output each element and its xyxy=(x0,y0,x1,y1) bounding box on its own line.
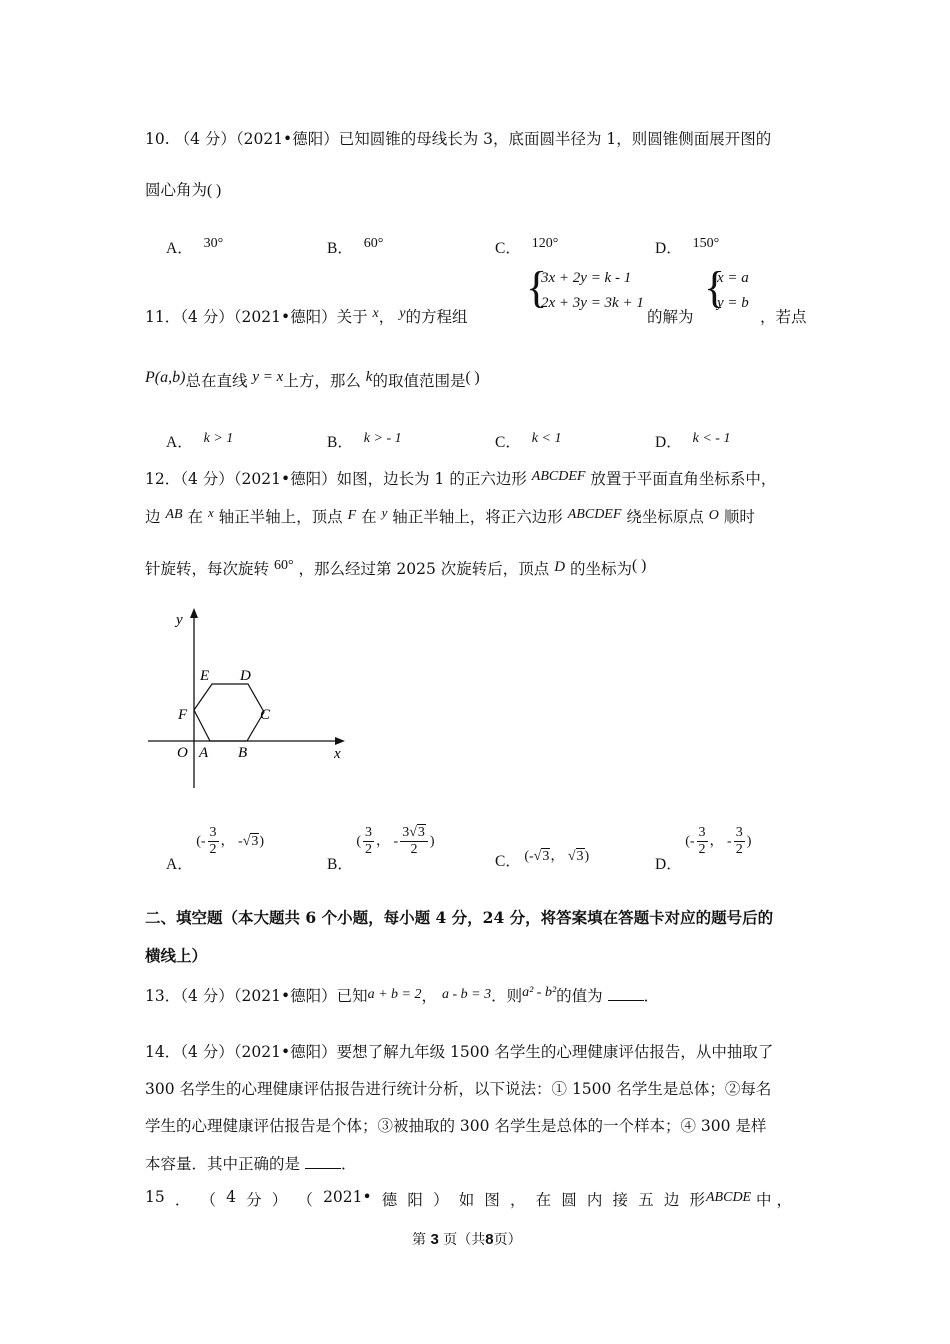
text: 本容量．其中正确的是 xyxy=(145,1155,301,1173)
option-letter: C． xyxy=(495,434,521,451)
q15-char: ） xyxy=(433,1191,449,1209)
q11-line1-start xyxy=(145,305,467,327)
q15-char: 4 xyxy=(226,1188,237,1206)
current-page-number: 3 xyxy=(430,1231,439,1248)
radicand: 3 xyxy=(576,849,584,864)
q11-prefix: 11．（4 分）（2021•德阳）关于 xyxy=(145,308,368,326)
label-a: A xyxy=(199,745,209,761)
option-letter: D． xyxy=(655,855,682,873)
paren-close: ) xyxy=(429,833,435,849)
point-d: D xyxy=(554,559,566,575)
page-footer xyxy=(412,1229,522,1249)
text: 总在直线 xyxy=(185,372,248,390)
label-e: E xyxy=(200,668,210,684)
q10-line1: 10. （4 分）（2021•德阳）已知圆锥的母线长为 3，底面圆半径为 1，则圆锥侧面展开图的 xyxy=(145,130,772,148)
q12-line2 xyxy=(145,505,755,527)
q12-option-a[interactable] xyxy=(166,825,265,873)
option-letter: B． xyxy=(327,434,353,451)
var-y: y xyxy=(399,306,406,321)
option-letter: D． xyxy=(655,240,682,257)
q11-line2 xyxy=(145,369,480,391)
fraction xyxy=(697,825,708,858)
q15-char: 阳 xyxy=(407,1191,423,1209)
option-letter: C． xyxy=(495,853,521,870)
option-letter: A． xyxy=(166,434,193,451)
text: 中 ， xyxy=(756,1191,792,1209)
q15-char: ， xyxy=(509,1191,526,1209)
denominator: 2 xyxy=(698,842,706,858)
pentagon-name: ABCDE xyxy=(706,1190,752,1205)
q11-text-sol: 的解为 xyxy=(647,308,694,326)
option-letter: A． xyxy=(166,240,193,257)
q15-char: 如 xyxy=(458,1191,475,1209)
option-value: k > 1 xyxy=(203,431,234,446)
q10-answer-paren: ( ) xyxy=(207,182,222,199)
q15-char: 2021• xyxy=(323,1188,372,1206)
text: ．则 xyxy=(491,987,523,1005)
text: 顺时 xyxy=(723,508,755,526)
point-p: P(a,b) xyxy=(145,369,186,386)
text: 在 xyxy=(361,508,377,526)
q11-option-b[interactable] xyxy=(327,430,402,452)
option-letter: D． xyxy=(655,434,682,451)
paren-open: (- xyxy=(524,849,534,864)
option-value: 30° xyxy=(203,236,224,251)
line-eq: y = x xyxy=(252,369,284,385)
text: 的取值范围是 xyxy=(372,372,466,390)
q12-option-c[interactable] xyxy=(495,825,590,870)
period: ． xyxy=(340,1155,357,1173)
text: 轴正半轴上，将正六边形 xyxy=(392,508,563,526)
paren-close: ) xyxy=(584,849,590,864)
denominator: 2 xyxy=(209,842,217,858)
q11-option-a[interactable] xyxy=(166,430,233,452)
radicand: 3 xyxy=(251,833,259,849)
system2-eq1: x = a xyxy=(717,270,749,286)
axis-y: y xyxy=(381,505,388,520)
sqrt: √3 xyxy=(409,825,425,840)
option-c-expr xyxy=(524,849,589,864)
x-axis-arrow xyxy=(335,737,345,745)
q10-option-d[interactable] xyxy=(655,236,719,258)
total-page-number: 8 xyxy=(485,1231,494,1248)
section2-heading-line2: 横线上） xyxy=(145,946,208,965)
sqrt: √3 xyxy=(533,849,550,864)
q15-char: 图 xyxy=(484,1191,500,1209)
denominator: 2 xyxy=(365,842,373,858)
text: 上方，那么 xyxy=(283,372,361,390)
q15-char: ） xyxy=(271,1191,288,1209)
fraction xyxy=(208,825,219,858)
q14-line3: 学生的心理健康评估报告是个体；③被抽取的 300 名学生是总体的一个样本；④ 300 是样 xyxy=(145,1117,767,1135)
text: 的坐标为 xyxy=(570,560,633,578)
q12-answer-paren: ( ) xyxy=(632,557,647,574)
hexagon-name: ABCDEF xyxy=(567,507,622,522)
text: 针旋转，每次旋转 xyxy=(145,560,270,578)
q11-answer-paren: ( ) xyxy=(465,369,480,386)
q10-option-c[interactable] xyxy=(495,236,558,258)
q10-stem-end: 圆心角为 xyxy=(145,181,208,199)
option-value: 120° xyxy=(531,236,559,251)
label-b: B xyxy=(238,745,248,761)
expr-sum: a + b = 2 xyxy=(367,987,422,1002)
q14-line2: 300 名学生的心理健康评估报告进行统计分析，以下说法：① 1500 名学生是总体；②每名 xyxy=(145,1080,772,1098)
label-o: O xyxy=(177,745,188,761)
var-k: k xyxy=(365,369,373,385)
q14-line4 xyxy=(145,1152,356,1174)
option-value: k < - 1 xyxy=(692,431,731,446)
q15-char: 五 xyxy=(638,1191,654,1209)
numerator: 3 xyxy=(697,825,708,842)
hexagon-name: ABCDEF xyxy=(531,469,586,484)
q15-char: 接 xyxy=(612,1191,629,1209)
q15-char: 圆 xyxy=(561,1191,577,1209)
footer-text: 页） xyxy=(493,1232,522,1248)
point-f: F xyxy=(347,508,357,523)
option-letter: A． xyxy=(166,855,193,873)
minus: - xyxy=(238,833,243,849)
brace-left-system2: { xyxy=(704,263,726,312)
text: 的值为 xyxy=(556,987,603,1005)
radicand: 3 xyxy=(417,825,425,840)
q15-tail xyxy=(706,1184,792,1209)
paren-close: ) xyxy=(746,833,752,849)
q11-text-end: ，若点 xyxy=(760,308,807,326)
option-letter: C． xyxy=(495,240,521,257)
angle: 60° xyxy=(273,558,294,573)
period: ． xyxy=(643,987,660,1005)
q12-line1 xyxy=(145,467,776,489)
fraction xyxy=(363,825,374,858)
system1-eq2: 2x + 3y = 3k + 1 xyxy=(541,295,644,311)
coefficient: 3 xyxy=(402,825,410,840)
sqrt: √3 xyxy=(567,849,584,864)
hexagon-coordinate-figure xyxy=(140,600,360,800)
text: 12．（4 分）（2021•德阳）如图，边长为 1 的正六边形 xyxy=(145,470,527,488)
comma: ， xyxy=(421,987,438,1005)
y-axis-arrow xyxy=(190,608,198,618)
fraction xyxy=(400,825,428,858)
text: 在 xyxy=(187,508,204,526)
text: 放置于平面直角坐标系中， xyxy=(590,470,777,488)
q12-option-d[interactable] xyxy=(655,825,752,873)
numerator xyxy=(400,825,428,842)
q15-char: （ xyxy=(200,1191,217,1209)
label-x: x xyxy=(334,746,341,762)
option-value: 60° xyxy=(363,236,384,251)
q11-text-eq: 的方程组 xyxy=(405,308,468,326)
label-y: y xyxy=(176,612,183,628)
separator: ， xyxy=(220,833,235,849)
option-value: k < 1 xyxy=(531,431,562,446)
option-letter: B． xyxy=(327,855,353,873)
axis-x: x xyxy=(207,505,214,520)
minus: - xyxy=(393,833,399,849)
q10-option-a[interactable] xyxy=(166,236,223,258)
numerator: 3 xyxy=(734,825,745,842)
system2-eq2: y = b xyxy=(717,295,749,311)
separator: ， xyxy=(376,833,391,849)
q15-char: 内 xyxy=(586,1191,603,1209)
paren-close: ) xyxy=(259,833,265,849)
q15-char: 德 xyxy=(381,1191,398,1209)
text: 绕坐标原点 xyxy=(626,508,704,526)
brace-left-system1: { xyxy=(526,263,548,312)
q15-char: 边 xyxy=(663,1191,680,1209)
q13-prefix: 13．（4 分）（2021•德阳）已知 xyxy=(145,987,368,1005)
option-value: 150° xyxy=(692,236,720,251)
text: 边 xyxy=(145,508,161,526)
q15-line xyxy=(145,1188,705,1210)
option-letter: B． xyxy=(327,240,353,257)
radicand: 3 xyxy=(542,849,550,864)
q13-line xyxy=(145,984,659,1006)
q15-char: 15 xyxy=(145,1188,165,1206)
label-f: F xyxy=(178,707,188,723)
denominator: 2 xyxy=(735,842,743,858)
fraction xyxy=(734,825,745,858)
text: 轴正半轴上，顶点 xyxy=(218,508,343,526)
paren-open: (- xyxy=(685,833,695,849)
numerator: 3 xyxy=(363,825,374,842)
label-d: D xyxy=(240,668,251,684)
var-x: x xyxy=(372,306,379,321)
system1-eq1: 3x + 2y = k - 1 xyxy=(541,270,632,286)
expr-diff: a - b = 3 xyxy=(441,987,492,1002)
q15-char: 形 xyxy=(689,1191,705,1209)
answer-blank[interactable] xyxy=(608,986,644,1001)
comma: ， xyxy=(378,308,395,326)
q15-char: 在 xyxy=(535,1191,552,1209)
q10-option-b[interactable] xyxy=(327,236,383,258)
answer-blank[interactable] xyxy=(305,1154,341,1169)
denominator: 2 xyxy=(410,842,418,858)
q15-char: ． xyxy=(174,1191,191,1209)
q15-char: （ xyxy=(297,1191,313,1209)
q12-line3 xyxy=(145,557,646,579)
label-c: C xyxy=(260,707,271,723)
minus: - xyxy=(727,833,732,849)
q11-option-c[interactable] xyxy=(495,430,561,452)
sqrt: √3 xyxy=(242,833,259,849)
section2-heading-line1: 二、填空题（本大题共 6 个小题，每小题 4 分，24 分，将答案填在答题卡对应的题号后的 xyxy=(145,908,774,927)
q10-line2 xyxy=(145,178,221,200)
point-o: O xyxy=(708,508,719,523)
footer-text: 页（共 xyxy=(443,1232,486,1248)
q11-option-d[interactable] xyxy=(655,430,730,452)
option-value: k > - 1 xyxy=(363,431,402,446)
numerator: 3 xyxy=(208,825,219,842)
separator: ， xyxy=(709,833,724,849)
segment-ab: AB xyxy=(165,507,183,522)
paren-open: ( xyxy=(356,833,362,849)
hexagon-abcdef xyxy=(194,684,264,741)
q12-option-b[interactable] xyxy=(327,825,435,873)
paren-open: (- xyxy=(196,833,206,849)
q15-char: 分 xyxy=(246,1191,262,1209)
separator: ， xyxy=(550,849,565,864)
text: ，那么经过第 2025 次旋转后，顶点 xyxy=(298,560,550,578)
footer-text: 第 xyxy=(412,1232,426,1248)
q14-line1: 14．（4 分）（2021•德阳）要想了解九年级 1500 名学生的心理健康评估报告，从中抽取了 xyxy=(145,1043,774,1061)
expr-squares: a² - b² xyxy=(522,985,557,1000)
